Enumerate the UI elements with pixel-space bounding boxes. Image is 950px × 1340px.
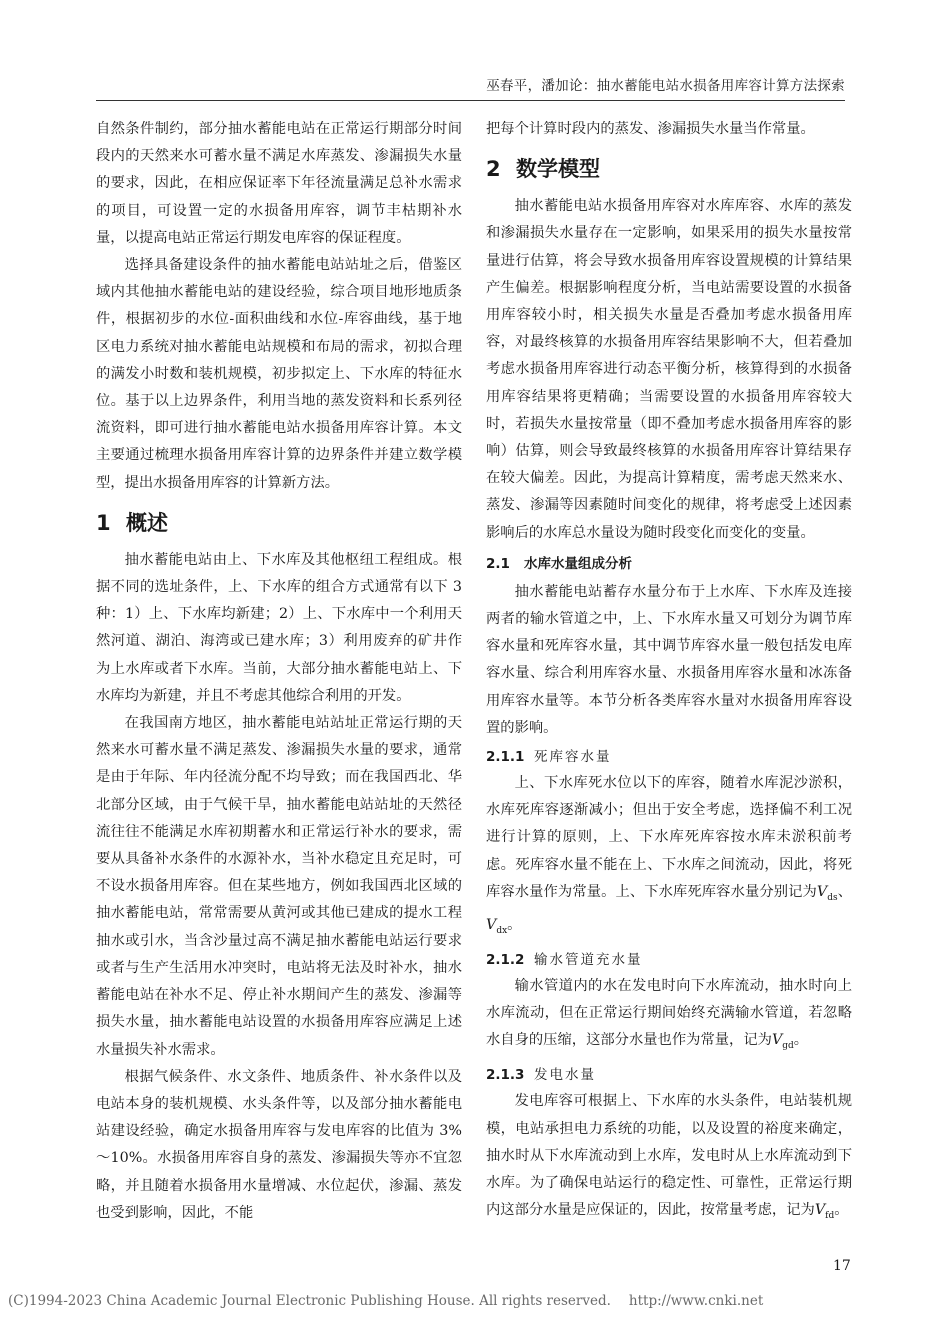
copyright-footer bbox=[8, 1293, 763, 1309]
sentence-end: 。 bbox=[834, 1202, 849, 1219]
copyright-text: (C)1994-2023 China Academic Journal Electronic Publishing House. All rights reserved. bbox=[8, 1293, 611, 1309]
running-header: 巫春平，潘加论：抽水蓄能电站水损备用库容计算方法探索 bbox=[486, 78, 845, 94]
variable-subscript: dx bbox=[496, 925, 508, 936]
subsubsection-number: 2.1.2 bbox=[486, 952, 525, 968]
paragraph bbox=[486, 973, 852, 1060]
section-title: 数学模型 bbox=[516, 157, 600, 182]
paragraph: 自然条件制约，部分抽水蓄能电站在正常运行期部分时间段内的天然来水可蓄水量不满足水库蒸发、渗漏损失水量的要求，因此，在相应保证率下年径流量满足总补水需求的项目，可设置一定的水损备用库容，调节丰枯期补水量，以提高电站正常运行期发电库容的保证程度。 bbox=[96, 121, 462, 246]
footer-url[interactable]: http://www.cnki.net bbox=[628, 1293, 764, 1309]
subsubsection-title: 发电水量 bbox=[534, 1067, 596, 1084]
page-number: 17 bbox=[833, 1258, 851, 1274]
section-heading-1 bbox=[96, 507, 462, 539]
separator: 、 bbox=[837, 883, 853, 900]
variable: V bbox=[814, 1202, 826, 1219]
section-number: 1 bbox=[96, 510, 111, 535]
section-title: 概述 bbox=[126, 510, 168, 535]
paragraph: 抽水蓄能电站蓄存水量分布于上水库、下水库及连接两者的输水管道之中，上、下水库水量又可划分为调节库容水量和死库容水量，其中调节库容水量一般包括发电库容水量、综合利用库容水量、水损备用库容水量和冰冻备用库容水量等。本节分析各类库容水量对水损备用库容设置的影响。 bbox=[486, 583, 852, 736]
paragraph: 选择具备建设条件的抽水蓄能电站站址之后，借鉴区域内其他抽水蓄能电站的建设经验，综合项目地形地质条件，根据初步的水位-面积曲线和水位-库容曲线，基于地区电力系统对抽水蓄能电站规模和布局的需求，初拟合理的满发小时数和装机规模，初步拟定上、下水库的特征水位。基于以上边界条件，利用当地的蒸发资料和长系列径流资料，即可进行抽水蓄能电站水损备用库容计算。本文主要通过梳理水损备用库容计算的边界条件并建立数学模型，提出水损备用库容的计算新方法。 bbox=[96, 257, 462, 491]
paragraph bbox=[486, 1088, 852, 1230]
subsection-title: 水库水量组成分析 bbox=[524, 555, 632, 572]
variable-subscript: gd bbox=[782, 1041, 794, 1052]
paragraph: 抽水蓄能电站水损备用库容对水库库容、水库的蒸发和渗漏损失水量存在一定影响，如果采用的损失水量按常量进行估算，将会导致水损备用库容设置规模的计算结果产生偏差。根据影响程度分析，当电站需要设置的水损备用库容较小时，相关损失水量是否叠加考虑水损备用库容，对最终核算的水损备用库容结果影响不大，但若叠加考虑水损备用库容进行动态平衡分析，核算得到的水损备用库容结果将更精确；当需要设置的水损备用库容较大时，若损失水量按常量（即不叠加考虑水损备用库容的影响）估算，则会导致最终核算的水损备用库容计算结果存在较大偏差。因此，为提高计算精度，需考虑天然来水、蒸发、渗漏等因素随时间变化的规律，将考虑受上述因素影响后的水库总水量设为随时段变化而变化的变量。 bbox=[486, 198, 852, 541]
subsubsection-heading-2-1-1 bbox=[486, 744, 852, 770]
variable: V bbox=[816, 883, 828, 900]
section-number: 2 bbox=[486, 157, 501, 182]
subsection-number: 2.1 bbox=[486, 555, 510, 572]
variable: V bbox=[771, 1032, 783, 1049]
right-column bbox=[486, 116, 852, 1230]
subsubsection-title: 死库容水量 bbox=[534, 749, 612, 766]
section-heading-2 bbox=[486, 153, 852, 185]
sentence-end: 。 bbox=[793, 1032, 809, 1049]
paragraph: 把每个计算时段内的蒸发、渗漏损失水量当作常量。 bbox=[486, 121, 815, 137]
subsubsection-number: 2.1.1 bbox=[486, 749, 525, 766]
variable: V bbox=[486, 916, 497, 933]
paragraph bbox=[486, 770, 852, 945]
sentence-end: 。 bbox=[507, 916, 522, 933]
paragraph-text: 上、下水库死水位以下的库容，随着水库泥沙淤积，水库死库容逐渐减小；但出于安全考虑，选择偏不利工况进行计算的原则，上、下水库死库容按水库未淤积前考虑。死库容水量不能在上、下水库之间流动，因此，将死库容水量作为常量。上、下水库死库容水量分别记为 bbox=[486, 775, 852, 900]
header-rule bbox=[96, 100, 845, 101]
subsubsection-number: 2.1.3 bbox=[486, 1067, 525, 1084]
paragraph-text: 输水管道内的水在发电时向下水库流动，抽水时向上水库流动，但在正常运行期间始终充满输水管道，若忽略水自身的压缩，这部分水量也作为常量，记为 bbox=[486, 978, 852, 1049]
subsection-heading-2-1 bbox=[486, 551, 852, 577]
left-column bbox=[96, 116, 462, 1227]
paragraph: 在我国南方地区，抽水蓄能电站站址正常运行期的天然来水可蓄水量不满足蒸发、渗漏损失水量的要求，通常是由于年际、年内径流分配不均导致；而在我国西北、华北部分区域，由于气候干旱，抽水蓄能电站站址的天然径流往往不能满足水库初期蓄水和正常运行补水的要求，需要从具备补水条件的水源补水，当补水稳定且充足时，可不设水损备用库容。但在某些地方，例如我国西北区域的抽水蓄能电站，常常需要从黄河或其他已建成的提水工程抽水或引水，当含沙量过高不满足抽水蓄能电站运行要求或者与生产生活用水冲突时，电站将无法及时补水，抽水蓄能电站在补水不足、停止补水期间产生的蒸发、渗漏等损失水量，抽水蓄能电站设置的水损备用库容应满足上述水量损失补水需求。 bbox=[96, 715, 462, 1058]
variable-subscript: fd bbox=[825, 1211, 835, 1222]
subsubsection-heading-2-1-2 bbox=[486, 947, 852, 973]
paragraph: 抽水蓄能电站由上、下水库及其他枢纽工程组成。根据不同的选址条件，上、下水库的组合方式通常有以下 3 种：1）上、下水库均新建；2）上、下水库中一个利用天然河道、湖泊、海湾或已建水库；3）利用废弃的矿井作为上水库或者下水库。当前，大部分抽水蓄能电站上、下水库均为新建，并且不考虑其他综合利用的开发。 bbox=[96, 551, 462, 704]
subsubsection-heading-2-1-3 bbox=[486, 1062, 852, 1088]
subsubsection-title: 输水管道充水量 bbox=[534, 952, 643, 968]
variable-subscript: ds bbox=[827, 892, 838, 903]
paragraph: 根据气候条件、水文条件、地质条件、补水条件以及电站本身的装机规模、水头条件等，以及部分抽水蓄能电站建设经验，确定水损备用库容与发电库容的比值为 3%～10%。水损备用库容自身的蒸发、渗漏损失等亦不宜忽略，并且随着水损备用水量增减、水位起伏，渗漏、蒸发也受到影响，因此，不能 bbox=[96, 1068, 462, 1221]
paragraph-text: 发电库容可根据上、下水库的水头条件，电站装机规模，电站承担电力系统的功能，以及设置的裕度来确定，抽水时从下水库流动到上水库，发电时从上水库流动到下水库。为了确保电站运行的稳定性、可靠性，正常运行期内这部分水量是应保证的，因此，按常量考虑，记为 bbox=[486, 1093, 852, 1219]
